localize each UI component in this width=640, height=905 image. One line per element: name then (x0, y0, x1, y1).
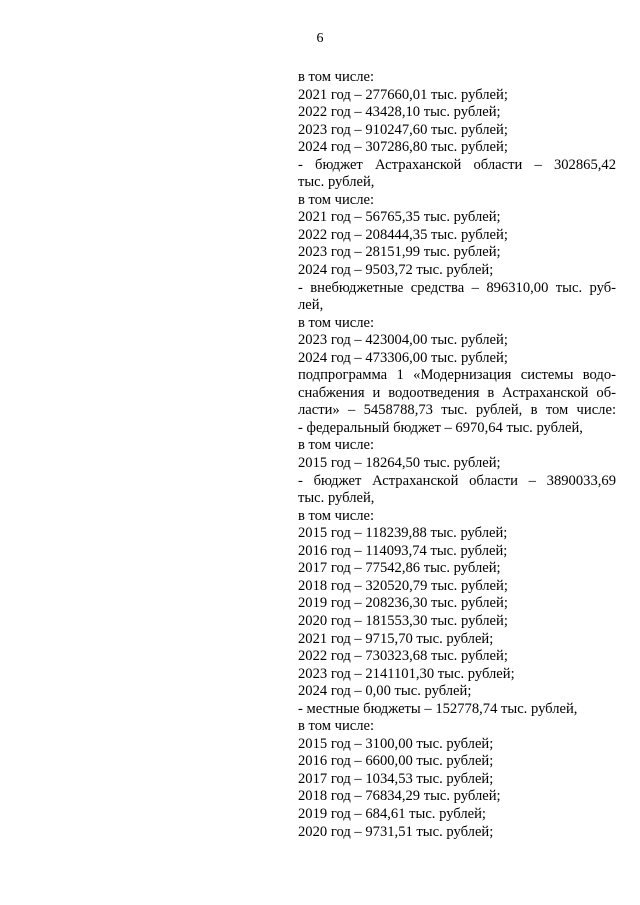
text-line: 2024 год – 0,00 тыс. рублей; (298, 683, 472, 700)
text-line: 2017 год – 1034,53 тыс. рублей; (298, 770, 494, 787)
text-line: в том числе: (298, 718, 375, 735)
text-line: 2024 год – 9503,72 тыс. рублей; (298, 262, 494, 279)
text-line: 2015 год – 18264,50 тыс. рублей; (298, 455, 501, 472)
text-line: ласти» – 5458788,73 тыс. рублей, в том числе: (298, 402, 616, 419)
text-line: 2021 год – 277660,01 тыс. рублей; (298, 86, 508, 103)
text-line: 2022 год – 208444,35 тыс. рублей; (298, 226, 508, 243)
text-line: тыс. рублей, (298, 174, 375, 191)
text-line: 2017 год – 77542,86 тыс. рублей; (298, 560, 501, 577)
text-line: 2021 год – 56765,35 тыс. рублей; (298, 209, 501, 226)
text-line: в том числе: (298, 69, 375, 85)
text-line: 2023 год – 28151,99 тыс. рублей; (298, 244, 501, 261)
text-line: 2021 год – 9715,70 тыс. рублей; (298, 630, 494, 647)
text-line: - местные бюджеты – 152778,74 тыс. рублей, (298, 700, 578, 717)
text-line: 2024 год – 473306,00 тыс. рублей; (298, 349, 508, 366)
text-line: в том числе: (298, 314, 375, 331)
text-line: 2024 год – 307286,80 тыс. рублей; (298, 139, 508, 156)
text-line: 2015 год – 118239,88 тыс. рублей; (298, 525, 508, 542)
text-line: в том числе: (298, 507, 375, 524)
text-line: тыс. рублей, (298, 490, 375, 507)
text-line: в том числе: (298, 437, 375, 454)
text-line: - бюджет Астраханской области – 302865,42 (298, 156, 616, 173)
text-line: 2023 год – 910247,60 тыс. рублей; (298, 121, 508, 138)
text-line: 2016 год – 6600,00 тыс. рублей; (298, 753, 494, 770)
text-line: 2016 год – 114093,74 тыс. рублей; (298, 542, 508, 559)
text-line: 2023 год – 2141101,30 тыс. рублей; (298, 665, 515, 682)
text-line: - бюджет Астраханской области – 3890033,69 (298, 472, 616, 489)
text-line: 2022 год – 43428,10 тыс. рублей; (298, 104, 501, 121)
text-line: - внебюджетные средства – 896310,00 тыс. руб- (298, 279, 616, 296)
text-line: в том числе: (298, 191, 375, 208)
text-line: лей, (298, 297, 324, 314)
document-text-column (298, 69, 616, 841)
text-line: 2018 год – 76834,29 тыс. рублей; (298, 788, 501, 805)
text-line: 2020 год – 181553,30 тыс. рублей; (298, 612, 508, 629)
text-line: 2023 год – 423004,00 тыс. рублей; (298, 332, 508, 349)
text-line: 2015 год – 3100,00 тыс. рублей; (298, 735, 494, 752)
text-line: 2019 год – 684,61 тыс. рублей; (298, 805, 486, 822)
text-line: 2020 год – 9731,51 тыс. рублей; (298, 823, 494, 840)
text-line: 2022 год – 730323,68 тыс. рублей; (298, 648, 508, 665)
text-line: снабжения и водоотведения в Астраханской об- (298, 384, 616, 401)
page-number: 6 (316, 31, 324, 46)
text-line: 2019 год – 208236,30 тыс. рублей; (298, 595, 508, 612)
text-line: - федеральный бюджет – 6970,64 тыс. рублей, (298, 419, 583, 436)
text-line: подпрограмма 1 «Модернизация системы водо- (298, 367, 616, 384)
text-line: 2018 год – 320520,79 тыс. рублей; (298, 577, 508, 594)
